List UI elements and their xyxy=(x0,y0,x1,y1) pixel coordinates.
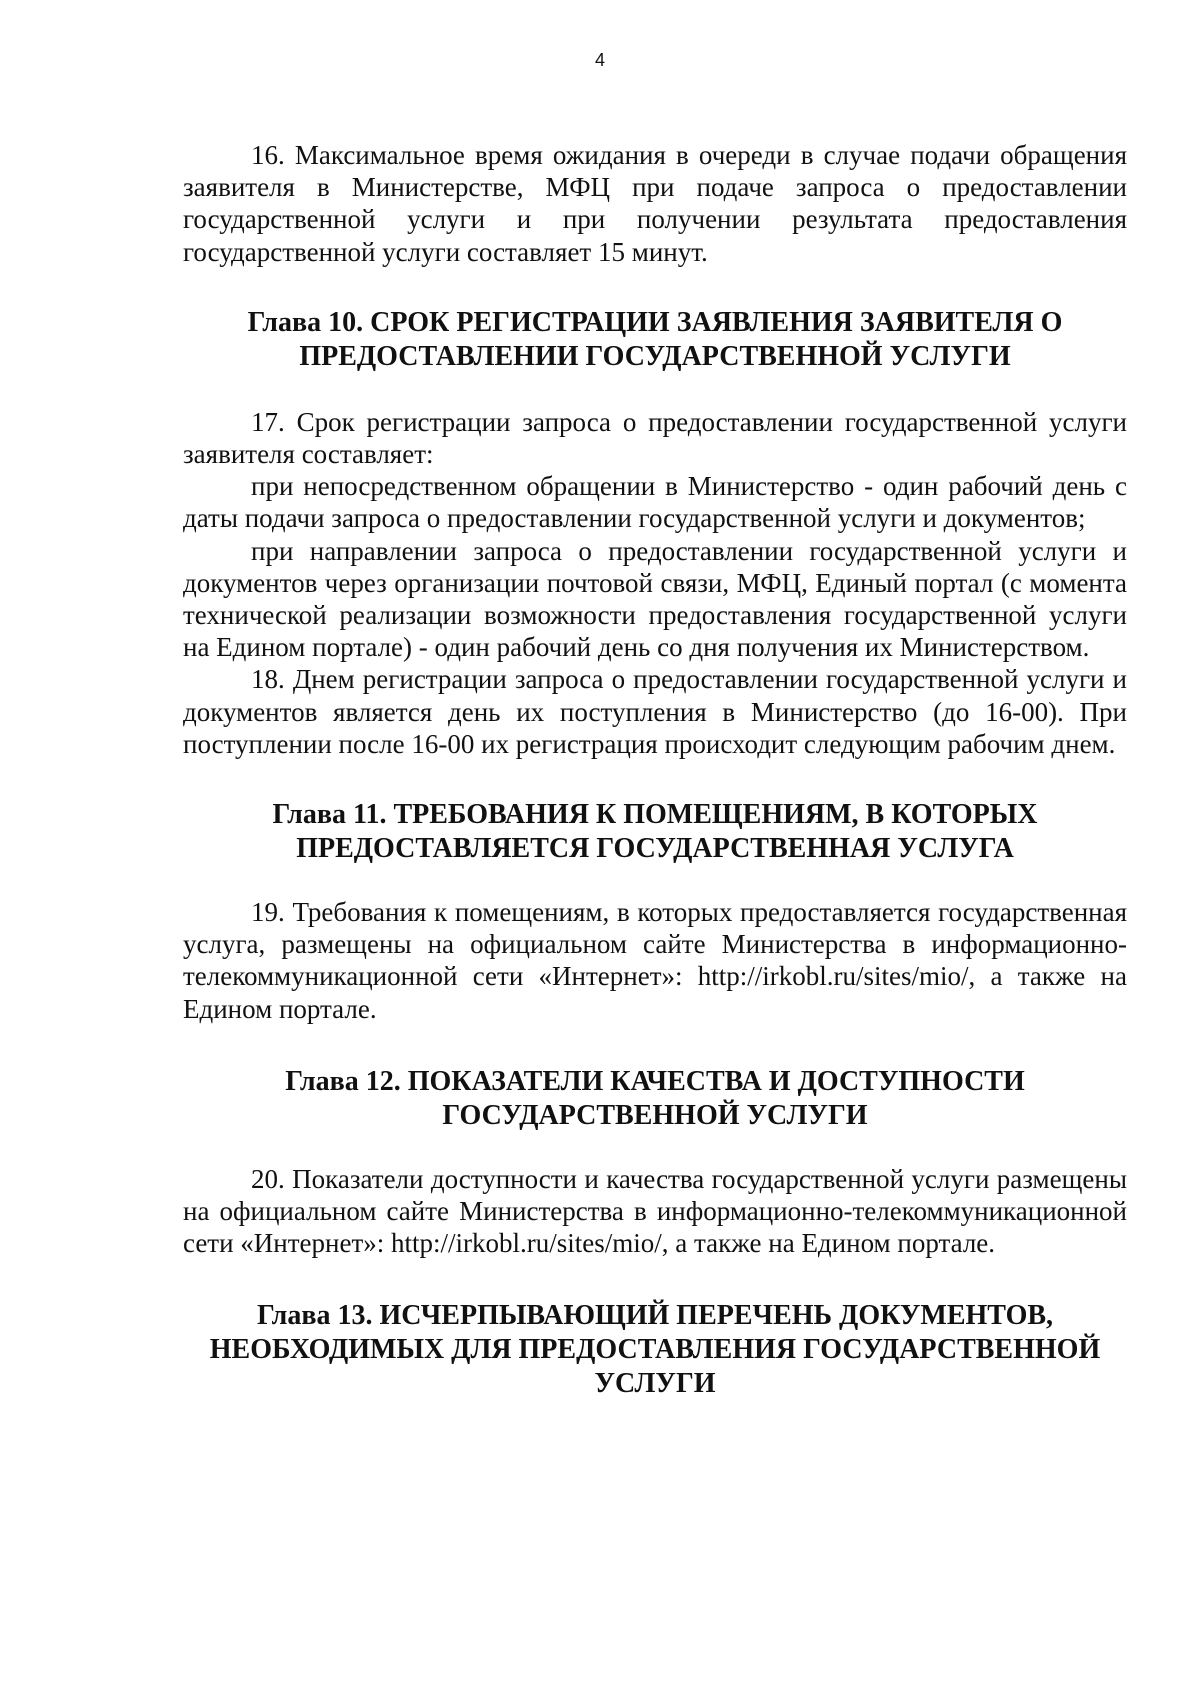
chapter-12-heading-line-1: Глава 12. ПОКАЗАТЕЛИ КАЧЕСТВА И ДОСТУПНОСТИ xyxy=(285,1065,1025,1097)
chapter-10-heading xyxy=(183,306,1127,374)
chapter-13-heading-line-2: НЕОБХОДИМЫХ ДЛЯ ПРЕДОСТАВЛЕНИЯ ГОСУДАРСТВЕННОЙ xyxy=(209,1334,1101,1366)
paragraph-17-item-mail: при направлении запроса о предоставлении государственной услуги и документов через организации почтовой связи, МФЦ, Единый портал (с момента технической реализации возможности предоставления государственной услуги на Едином портале) - один рабочий день со дня получения их Министерством. xyxy=(183,535,1127,663)
chapter-13-heading-line-1: Глава 13. ИСЧЕРПЫВАЮЩИЙ ПЕРЕЧЕНЬ ДОКУМЕНТОВ, xyxy=(256,1300,1054,1332)
chapter-12-heading-line-2: ГОСУДАРСТВЕННОЙ УСЛУГИ xyxy=(442,1099,868,1131)
document-body xyxy=(183,139,1127,1401)
paragraph-20: 20. Показатели доступности и качества государственной услуги размещены на официальном сайте Министерства в информационно-телекоммуникационной сети «Интернет»: http://irkobl.ru/sites/mio/, а также на Едином портале. xyxy=(183,1163,1127,1259)
paragraph-18: 18. Днем регистрации запроса о предоставлении государственной услуги и документов является день их поступления в Министерство (до 16-00). При поступлении после 16-00 их регистрация происходит следующим рабочим днем. xyxy=(183,664,1127,759)
chapter-11-heading-line-2: ПРЕДОСТАВЛЯЕТСЯ ГОСУДАРСТВЕННАЯ УСЛУГА xyxy=(296,833,1014,865)
paragraph-16: 16. Максимальное время ожидания в очереди в случае подачи обращения заявителя в Министерстве, МФЦ при подаче запроса о предоставлении государственной услуги и при получении результата предоставления государственной услуги составляет 15 минут. xyxy=(183,140,1127,267)
chapter-11-heading xyxy=(183,798,1127,866)
paragraph-19: 19. Требования к помещениям, в которых предоставляется государственная услуга, размещены на официальном сайте Министерства в информационно-телекоммуникационной сети «Интернет»: http://irkobl.ru/sites/mio/, а также на Едином портале. xyxy=(183,897,1127,1024)
chapter-13-heading-line-3: УСЛУГИ xyxy=(594,1368,716,1400)
page-number: 4 xyxy=(594,50,605,70)
chapter-10-heading-line-2: ПРЕДОСТАВЛЕНИИ ГОСУДАРСТВЕННОЙ УСЛУГИ xyxy=(299,340,1011,372)
paragraph-17: 17. Срок регистрации запроса о предоставлении государственной услуги заявителя составляет: xyxy=(183,406,1127,470)
chapter-13-heading xyxy=(183,1299,1127,1401)
paragraph-17-item-direct: при непосредственном обращении в Министерство - один рабочий день с даты подачи запроса о предоставлении государственной услуги и документов; xyxy=(183,471,1127,534)
chapter-12-heading xyxy=(183,1065,1127,1133)
chapter-11-heading-line-1: Глава 11. ТРЕБОВАНИЯ К ПОМЕЩЕНИЯМ, В КОТОРЫХ xyxy=(272,799,1038,831)
chapter-10-heading-line-1: Глава 10. СРОК РЕГИСТРАЦИИ ЗАЯВЛЕНИЯ ЗАЯВИТЕЛЯ О xyxy=(247,306,1063,338)
